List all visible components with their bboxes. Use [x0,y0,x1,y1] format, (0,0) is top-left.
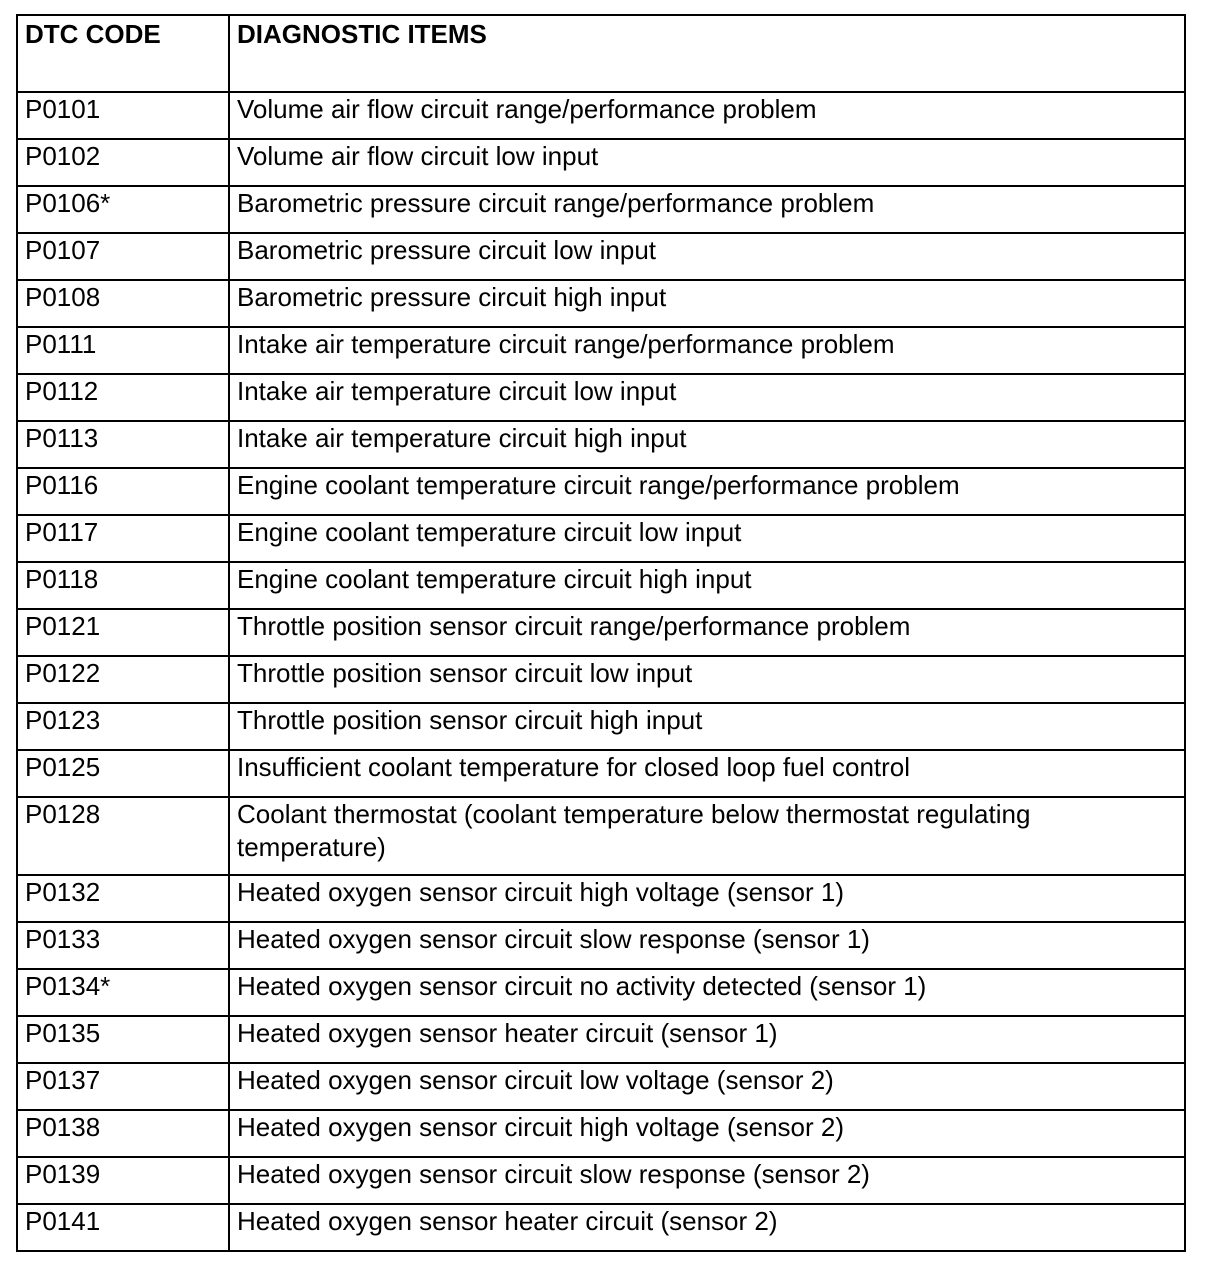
table-body [17,92,1185,1251]
dtc-code-cell: P0113 [17,421,229,468]
diagnostic-item-cell: Throttle position sensor circuit range/performance problem [229,609,1185,656]
dtc-code-cell: P0101 [17,92,229,139]
diagnostic-item-cell: Intake air temperature circuit high input [229,421,1185,468]
dtc-code-cell: P0121 [17,609,229,656]
table-row [17,797,1185,875]
dtc-code-cell: P0118 [17,562,229,609]
diagnostic-item-cell: Engine coolant temperature circuit high input [229,562,1185,609]
table-row [17,280,1185,327]
table-row [17,562,1185,609]
table-row [17,609,1185,656]
table-row [17,703,1185,750]
dtc-code-cell: P0102 [17,139,229,186]
table-row [17,139,1185,186]
dtc-code-cell: P0116 [17,468,229,515]
dtc-code-cell: P0106* [17,186,229,233]
dtc-code-cell: P0138 [17,1110,229,1157]
table-row [17,969,1185,1016]
diagnostic-item-cell: Volume air flow circuit range/performance problem [229,92,1185,139]
dtc-code-cell: P0123 [17,703,229,750]
table-row [17,1157,1185,1204]
table-row [17,421,1185,468]
diagnostic-item-cell: Barometric pressure circuit low input [229,233,1185,280]
diagnostic-item-cell: Heated oxygen sensor heater circuit (sensor 1) [229,1016,1185,1063]
dtc-code-cell: P0125 [17,750,229,797]
dtc-code-cell: P0107 [17,233,229,280]
table-row [17,875,1185,922]
table-row [17,922,1185,969]
diagnostic-item-cell: Heated oxygen sensor heater circuit (sensor 2) [229,1204,1185,1251]
header-dtc-code: DTC CODE [17,15,229,92]
dtc-code-cell: P0128 [17,797,229,875]
table-row [17,327,1185,374]
diagnostic-item-cell: Engine coolant temperature circuit low input [229,515,1185,562]
diagnostic-item-cell: Intake air temperature circuit low input [229,374,1185,421]
dtc-code-cell: P0108 [17,280,229,327]
dtc-code-cell: P0112 [17,374,229,421]
diagnostic-item-cell: Insufficient coolant temperature for closed loop fuel control [229,750,1185,797]
table-row [17,374,1185,421]
diagnostic-item-cell: Barometric pressure circuit range/performance problem [229,186,1185,233]
dtc-code-cell: P0139 [17,1157,229,1204]
diagnostic-item-cell: Heated oxygen sensor circuit slow response (sensor 1) [229,922,1185,969]
diagnostic-item-cell: Coolant thermostat (coolant temperature below thermostat regulating temperature) [229,797,1185,875]
dtc-code-cell: P0133 [17,922,229,969]
dtc-table [16,14,1186,1252]
diagnostic-item-cell: Heated oxygen sensor circuit high voltage (sensor 2) [229,1110,1185,1157]
header-row [17,15,1185,92]
diagnostic-item-cell: Heated oxygen sensor circuit high voltage (sensor 1) [229,875,1185,922]
table-row [17,750,1185,797]
diagnostic-item-cell: Heated oxygen sensor circuit no activity detected (sensor 1) [229,969,1185,1016]
table-row [17,92,1185,139]
diagnostic-item-cell: Heated oxygen sensor circuit low voltage (sensor 2) [229,1063,1185,1110]
table-row [17,1063,1185,1110]
table-row [17,186,1185,233]
table-row [17,1016,1185,1063]
diagnostic-item-cell: Volume air flow circuit low input [229,139,1185,186]
table-row [17,515,1185,562]
table-header [17,15,1185,92]
dtc-code-cell: P0117 [17,515,229,562]
dtc-code-cell: P0134* [17,969,229,1016]
table-row [17,1204,1185,1251]
dtc-code-cell: P0135 [17,1016,229,1063]
dtc-code-cell: P0132 [17,875,229,922]
table-row [17,233,1185,280]
header-diagnostic-items: DIAGNOSTIC ITEMS [229,15,1185,92]
diagnostic-item-cell: Barometric pressure circuit high input [229,280,1185,327]
table-row [17,1110,1185,1157]
diagnostic-item-cell: Heated oxygen sensor circuit slow response (sensor 2) [229,1157,1185,1204]
table-row [17,468,1185,515]
table-row [17,656,1185,703]
dtc-code-cell: P0111 [17,327,229,374]
dtc-code-cell: P0137 [17,1063,229,1110]
dtc-code-cell: P0141 [17,1204,229,1251]
diagnostic-item-cell: Throttle position sensor circuit low input [229,656,1185,703]
diagnostic-item-cell: Engine coolant temperature circuit range/performance problem [229,468,1185,515]
dtc-code-cell: P0122 [17,656,229,703]
diagnostic-item-cell: Throttle position sensor circuit high input [229,703,1185,750]
diagnostic-item-cell: Intake air temperature circuit range/performance problem [229,327,1185,374]
